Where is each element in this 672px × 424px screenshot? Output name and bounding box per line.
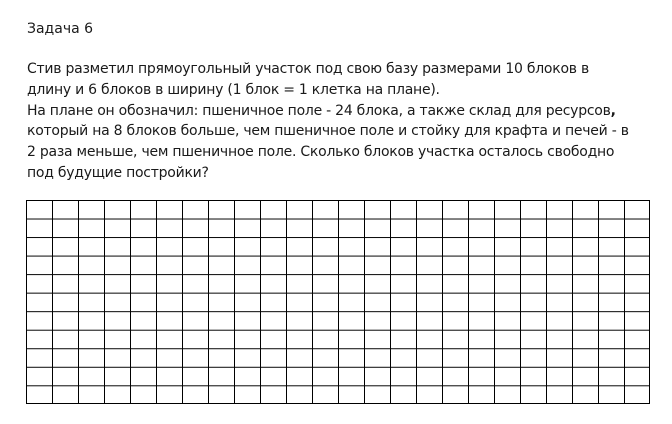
plan-grid: [26, 200, 650, 404]
problem-line-2: длину и 6 блоков в ширину (1 блок = 1 клетка на плане).: [27, 81, 440, 98]
problem-line-3-text: На плане он обозначил: пшеничное поле - 24 блока, а также склад для ресурсов: [27, 102, 611, 119]
problem-line-1: Стив разметил прямоугольный участок под свою базу размерами 10 блоков в: [27, 61, 589, 77]
problem-line-3: [27, 101, 667, 122]
problem-line-5: 2 раза меньше, чем пшеничное поле. Сколько блоков участка осталось свободно: [27, 144, 615, 161]
task-title: Задача 6: [27, 21, 94, 37]
problem-text: [27, 59, 667, 184]
problem-line-4: который на 8 блоков больше, чем пшеничное поле и стойку для крафта и печей - в: [27, 123, 629, 140]
bold-comma: ,: [610, 102, 616, 119]
problem-line-6: под будущие постройки?: [27, 164, 209, 181]
